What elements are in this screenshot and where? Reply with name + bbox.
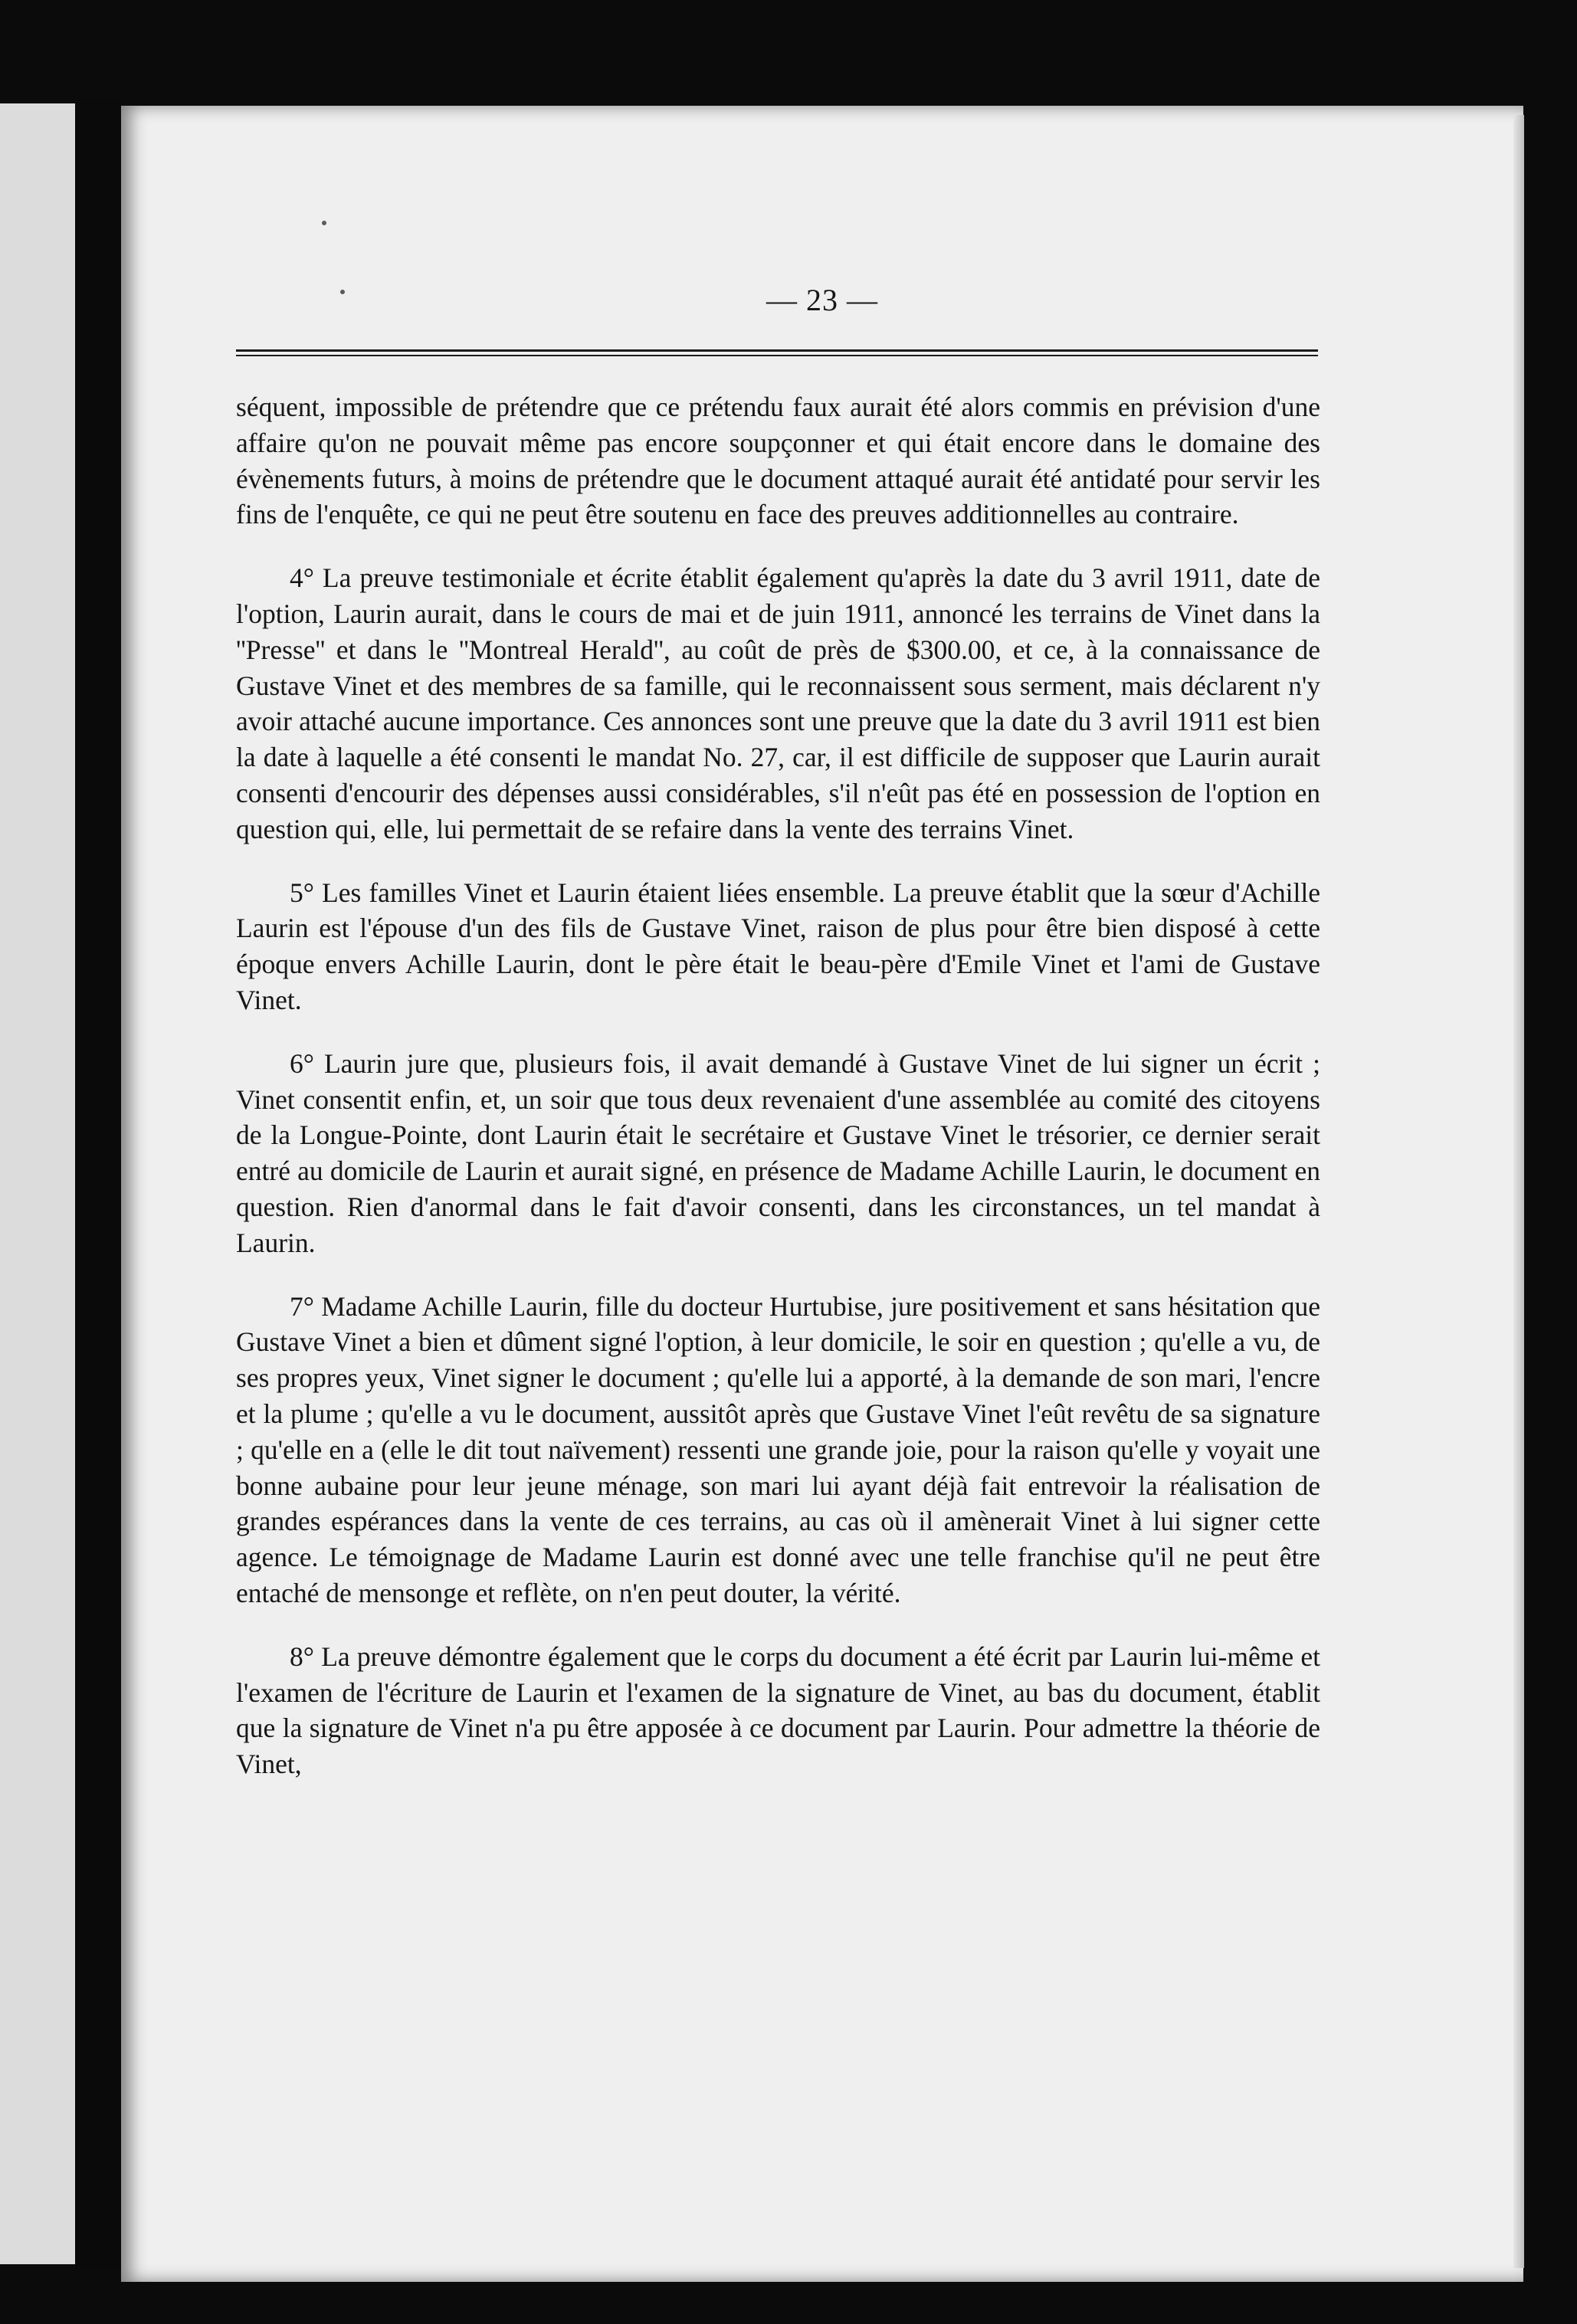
paragraph-point-5: 5° Les familles Vinet et Laurin étaient liées ensemble. La preuve établit que la sœur d'Achille Laurin est l'épouse d'un des fils de Gustave Vinet, raison de plus pour être bien disposé à cette époque envers Achille Laurin, dont le père était le beau-père d'Emile Vinet et l'ami de Gustave Vinet. xyxy=(236,877,1320,1015)
binding-gutter xyxy=(75,100,121,2268)
paragraph-point-8: 8° La preuve démontre également que le corps du document a été écrit par Laurin lui-même et l'examen de l'écriture de Laurin et l'examen de la signature de Vinet, au bas du document, établit que la signature de Vinet n'a pu être apposée à ce document par Laurin. Pour admettre la théorie de Vinet, xyxy=(236,1641,1320,1780)
page-number: — 23 — xyxy=(766,283,878,317)
paragraph-point-4: 4° La preuve testimoniale et écrite établit également qu'après la date du 3 avril 1911, date de l'option, Laurin aurait, dans le cours de mai et de juin 1911, annoncé les terrains de Vinet dans la ''Presse'' et dans le ''Montreal Herald'', au coût de près de $300.00, et ce, à la connaissance de Gustave Vinet et des membres de sa famille, qui le reconnaissent sous serment, mais déclarent n'y avoir attaché aucune importance. Ces annonces sont une preuve que la date du 3 avril 1911 est bien la date à laquelle a été consenti le mandat No. 27, car, il est difficile de supposer que Laurin aurait consenti d'encourir des dépenses aussi considérables, s'il n'eût pas été en possession de l'option en question qui, elle, lui permettait de se refaire dans la vente des terrains Vinet. xyxy=(236,562,1320,844)
dust-speck xyxy=(322,221,326,225)
header-rule-top xyxy=(236,349,1318,352)
paragraph-point-6: 6° Laurin jure que, plusieurs fois, il avait demandé à Gustave Vinet de lui signer un écrit ; Vinet consentit enfin, et, un soir que tous deux revenaient d'une assemblée au comité des citoyens de la Longue-Pointe, dont Laurin était le secrétaire et Gustave Vinet le trésorier, ce dernier serait entré au domicile de Laurin et aurait signé, en présence de Madame Achille Laurin, le document en question. Rien d'anormal dans le fait d'avoir consenti, dans les circonstances, un tel mandat à Laurin. xyxy=(236,1047,1320,1258)
paragraph-point-7: 7° Madame Achille Laurin, fille du docteur Hurtubise, jure positivement et sans hésitation que Gustave Vinet a bien et dûment signé l'option, à leur domicile, le soir en question ; qu'elle a vu, de ses propres yeux, Vinet signer le document ; qu'elle lui a apporté, à la demande de son mari, l'encre et la plume ; qu'elle a vu le document, aussitôt après que Gustave Vinet l'eût revêtu de sa signature ; qu'elle en a (elle le dit tout naïvement) ressenti une grande joie, pour la raison qu'elle y voyait une bonne aubaine pour leur jeune ménage, son mari lui ayant déjà fait entrevoir la réalisation de grandes espérances dans la vente de ces terrains, au cas où il amènerait Vinet à lui signer cette agence. Le témoignage de Madame Laurin est donné avec une telle franchise qu'il ne peut être entaché de mensonge et reflète, on n'en peut douter, la vérité. xyxy=(236,1290,1320,1608)
paragraph-continuation: séquent, impossible de prétendre que ce prétendu faux aurait été alors commis en prévision d'une affaire qu'on ne pouvait même pas encore soupçonner et qui était encore dans le domaine des évènements futurs, à moins de prétendre que le document attaqué aurait été antidaté pour servir les fins de l'enquête, ce qui ne peut être soutenu en face des preuves additionnelles au contraire. xyxy=(236,392,1320,530)
page-right-edge xyxy=(1513,115,1524,2268)
header-rule-bottom xyxy=(236,355,1318,356)
previous-page-edge xyxy=(0,103,75,2264)
page-body xyxy=(236,389,1320,1810)
document-page xyxy=(121,106,1523,2282)
